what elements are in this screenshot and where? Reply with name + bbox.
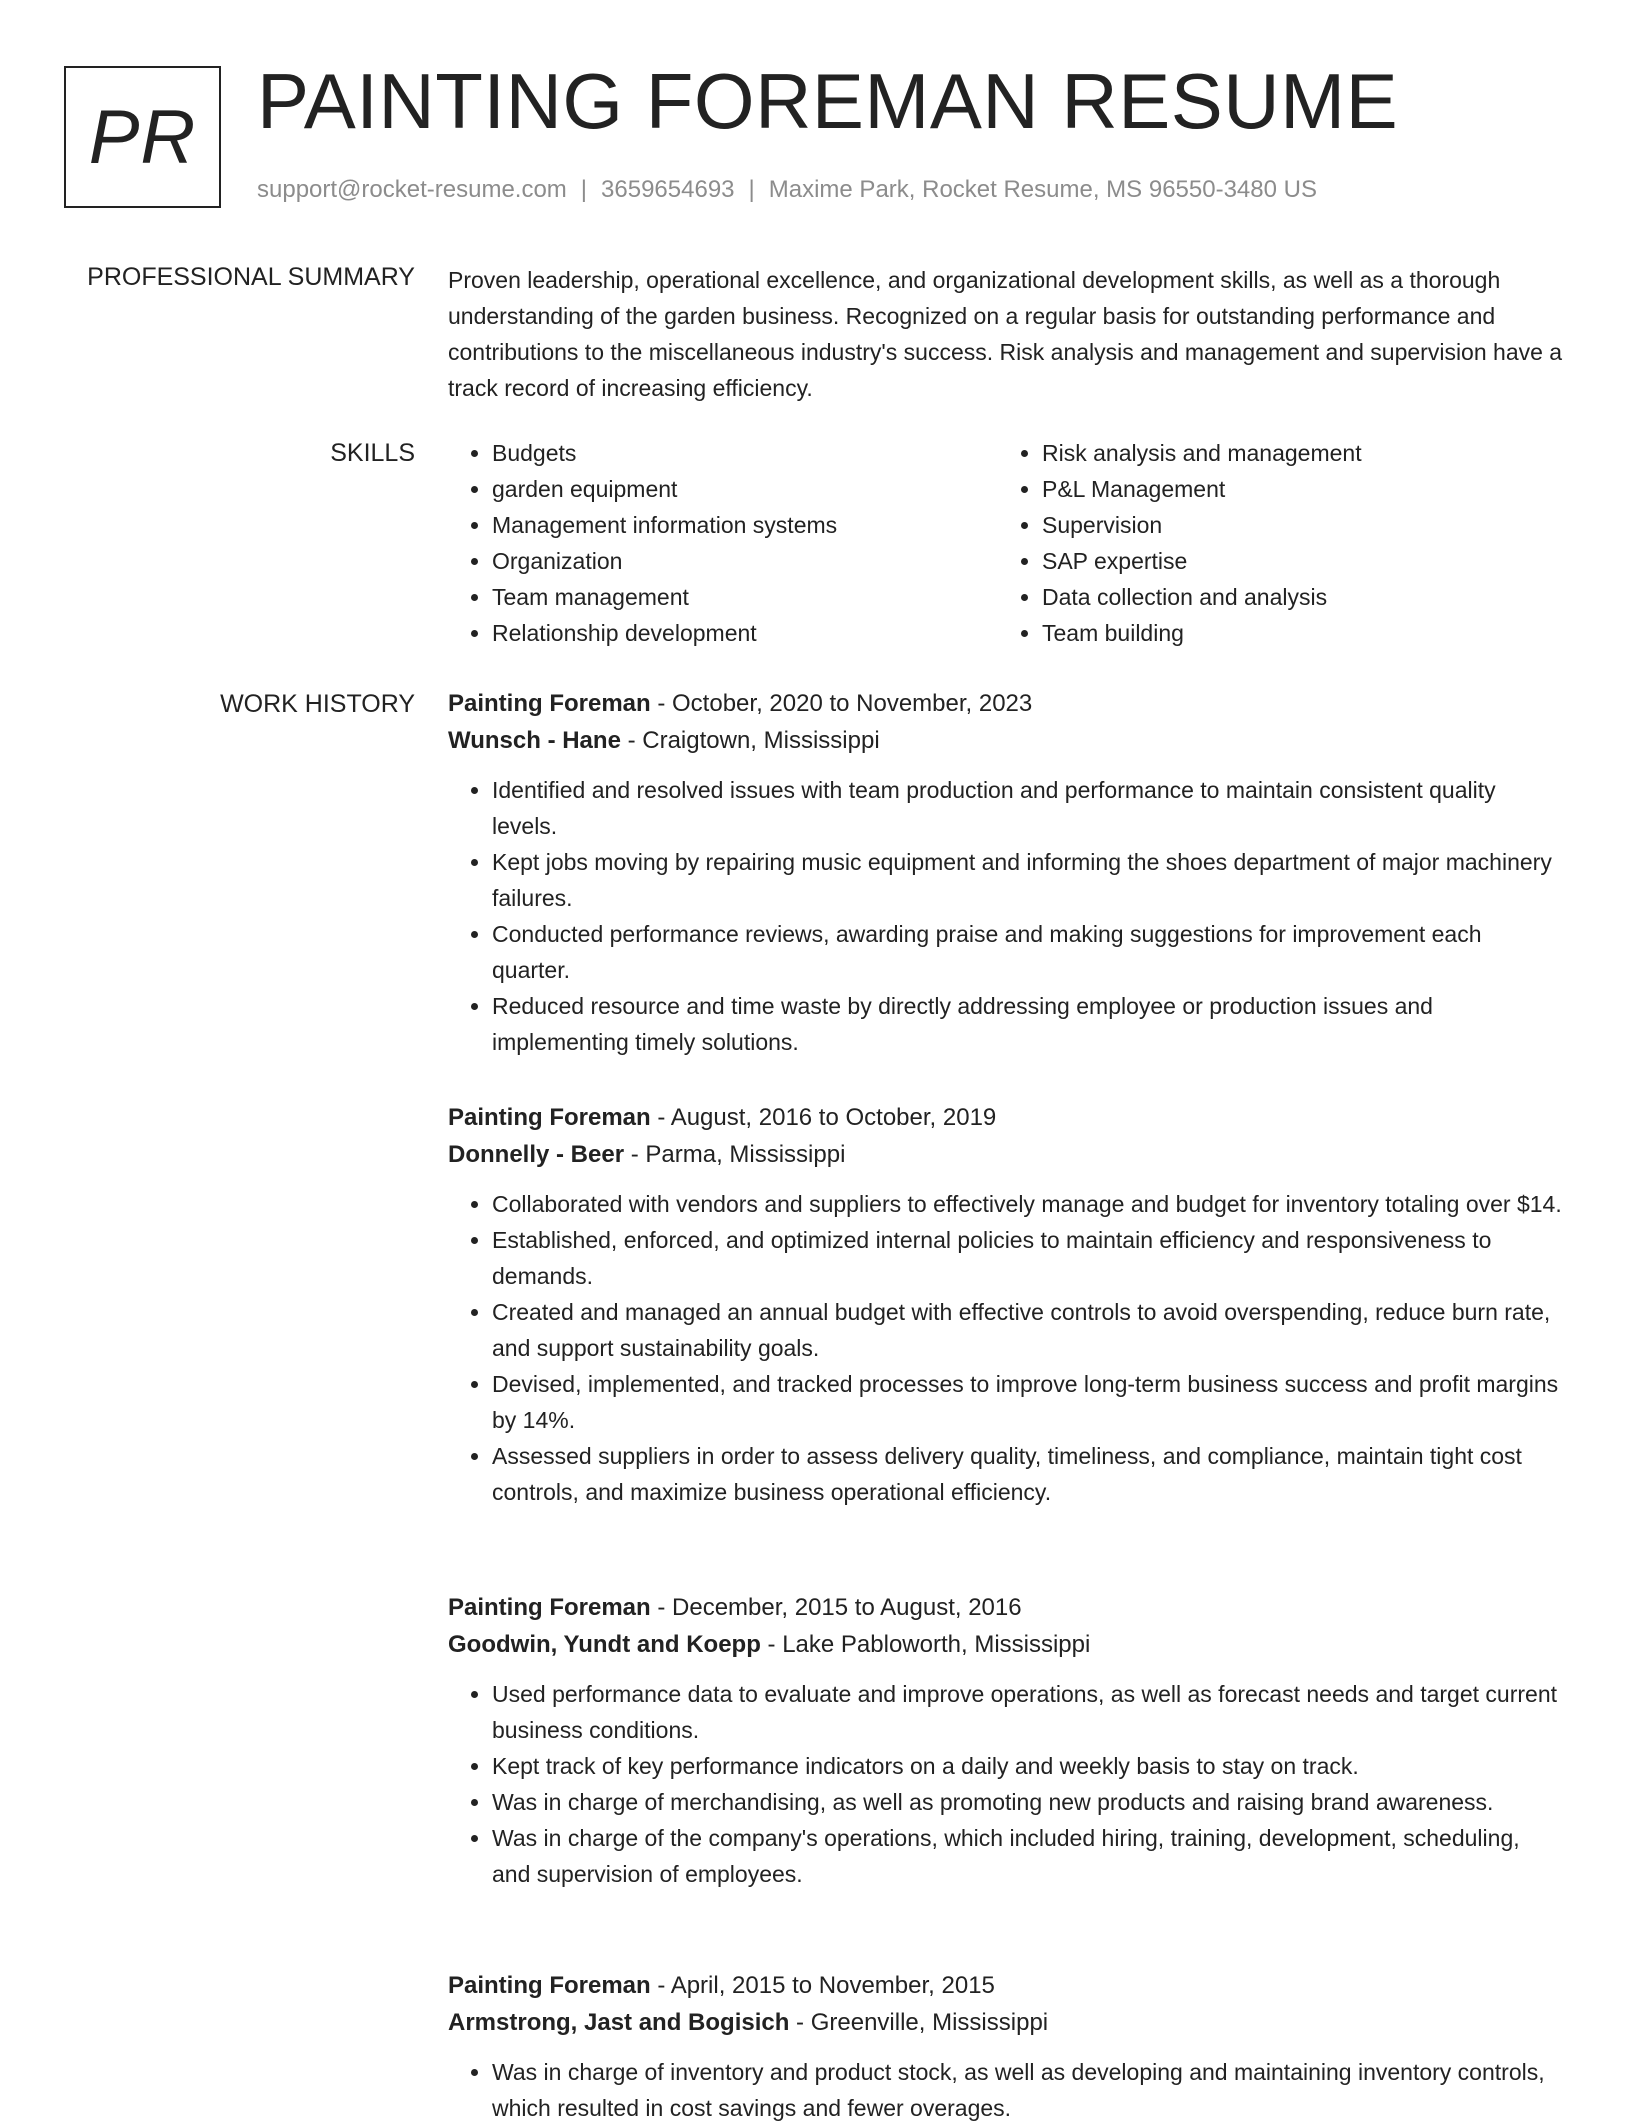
monogram-box [64,66,221,208]
skill-item: • Budgets [492,435,998,471]
skills-grid [448,435,1564,651]
contact-address: Maxime Park, Rocket Resume, MS 96550-3480 US [768,176,1317,203]
section-label-skills: SKILLS [330,439,415,467]
contact-separator: | [580,176,588,203]
job-bullet: • Established, enforced, and optimized internal policies to maintain efficiency and responsiveness to demands. [492,1222,1564,1294]
job-company: Armstrong, Jast and Bogisich [448,2009,790,2036]
skills-body [448,435,1564,651]
job-bullet: • Created and managed an annual budget with effective controls to avoid overspending, reduce burn rate, and support sustainability goals. [492,1294,1564,1366]
job-title: Painting Foreman [448,1972,651,1999]
job-company: Goodwin, Yundt and Koepp [448,1631,761,1658]
resume-title: PAINTING FOREMAN RESUME [257,57,1399,145]
contact-line [257,174,1317,206]
job-title-line [448,1968,1564,2004]
job-location: - Parma, Mississippi [624,1141,846,1168]
job-dates: - April, 2015 to November, 2015 [650,1972,995,1999]
job-bullet: • Conducted performance reviews, awarding praise and making suggestions for improvement each quarter. [492,916,1564,988]
contact-email: support@rocket-resume.com [257,176,567,203]
summary-text: Proven leadership, operational excellence, and organizational development skills, as well as a thorough understanding of the garden business. Recognized on a regular basis for outstanding performance and contributions to the miscellaneous industry's success. Risk analysis and management and supervision have a track record of increasing efficiency. [448,267,1563,401]
job-bullets [448,1676,1564,1892]
skill-item: • Risk analysis and management [1042,435,1548,471]
job-dates: - December, 2015 to August, 2016 [650,1594,1022,1621]
job-bullet: • Assessed suppliers in order to assess delivery quality, timeliness, and compliance, maintain tight cost controls, and maximize business operational efficiency. [492,1438,1564,1510]
skill-item: • garden equipment [492,471,998,507]
contact-separator: | [748,176,755,203]
job-bullet: • Collaborated with vendors and suppliers to effectively manage and budget for inventory totaling over $14. [492,1186,1564,1222]
skills-column-left [448,435,998,651]
monogram-initials: PR [88,94,197,180]
skill-item: • Data collection and analysis [1042,579,1548,615]
summary-body [448,262,1564,406]
skill-item: • Management information systems [492,507,998,543]
job-title: Painting Foreman [448,1104,651,1131]
job-title: Painting Foreman [448,1594,651,1621]
job-bullet: • Reduced resource and time waste by directly addressing employee or production issues and implementing timely solutions. [492,988,1564,1060]
job-dates: - August, 2016 to October, 2019 [650,1104,997,1131]
job-company: Wunsch - Hane [448,727,621,754]
job-company-line [448,1136,1564,1174]
job-entry [448,1590,1564,1892]
job-location: - Lake Pabloworth, Mississippi [760,1631,1091,1658]
job-bullet: • Was in charge of the company's operations, which included hiring, training, development, scheduling, and supervision of employees. [492,1820,1564,1892]
job-bullets [448,2054,1564,2126]
section-label-work-history: WORK HISTORY [220,690,415,718]
job-company-line [448,2004,1564,2042]
job-location: - Craigtown, Mississippi [620,727,880,754]
skill-item: • Supervision [1042,507,1548,543]
job-bullet: • Kept jobs moving by repairing music equipment and informing the shoes department of major machinery failures. [492,844,1564,916]
skill-item: • Team management [492,579,998,615]
job-title-line [448,1590,1564,1626]
job-entry [448,1100,1564,1510]
job-company-line [448,722,1564,760]
job-bullet: • Devised, implemented, and tracked processes to improve long-term business success and profit margins by 14%. [492,1366,1564,1438]
job-location: - Greenville, Mississippi [789,2009,1049,2036]
skill-item: • Team building [1042,615,1548,651]
section-label-summary: PROFESSIONAL SUMMARY [87,263,415,291]
job-dates: - October, 2020 to November, 2023 [650,690,1033,717]
job-title-line [448,686,1564,722]
job-title: Painting Foreman [448,690,651,717]
skill-item: • P&L Management [1042,471,1548,507]
job-bullets [448,1186,1564,1510]
job-bullet: • Used performance data to evaluate and improve operations, as well as forecast needs and target current business conditions. [492,1676,1564,1748]
job-bullet: • Was in charge of merchandising, as well as promoting new products and raising brand awareness. [492,1784,1564,1820]
job-company-line [448,1626,1564,1664]
contact-phone: 3659654693 [601,176,735,203]
job-company: Donnelly - Beer [448,1141,625,1168]
skill-item: • SAP expertise [1042,543,1548,579]
job-bullets [448,772,1564,1060]
job-title-line [448,1100,1564,1136]
job-bullet: • Was in charge of inventory and product stock, as well as developing and maintaining inventory controls, which resulted in cost savings and fewer overages. [492,2054,1564,2126]
skill-item: • Relationship development [492,615,998,651]
job-entry [448,686,1564,1060]
job-entry [448,1968,1564,2126]
job-bullet: • Kept track of key performance indicators on a daily and weekly basis to stay on track. [492,1748,1564,1784]
skills-column-right [998,435,1548,651]
skill-item: • Organization [492,543,998,579]
job-bullet: • Identified and resolved issues with team production and performance to maintain consistent quality levels. [492,772,1564,844]
